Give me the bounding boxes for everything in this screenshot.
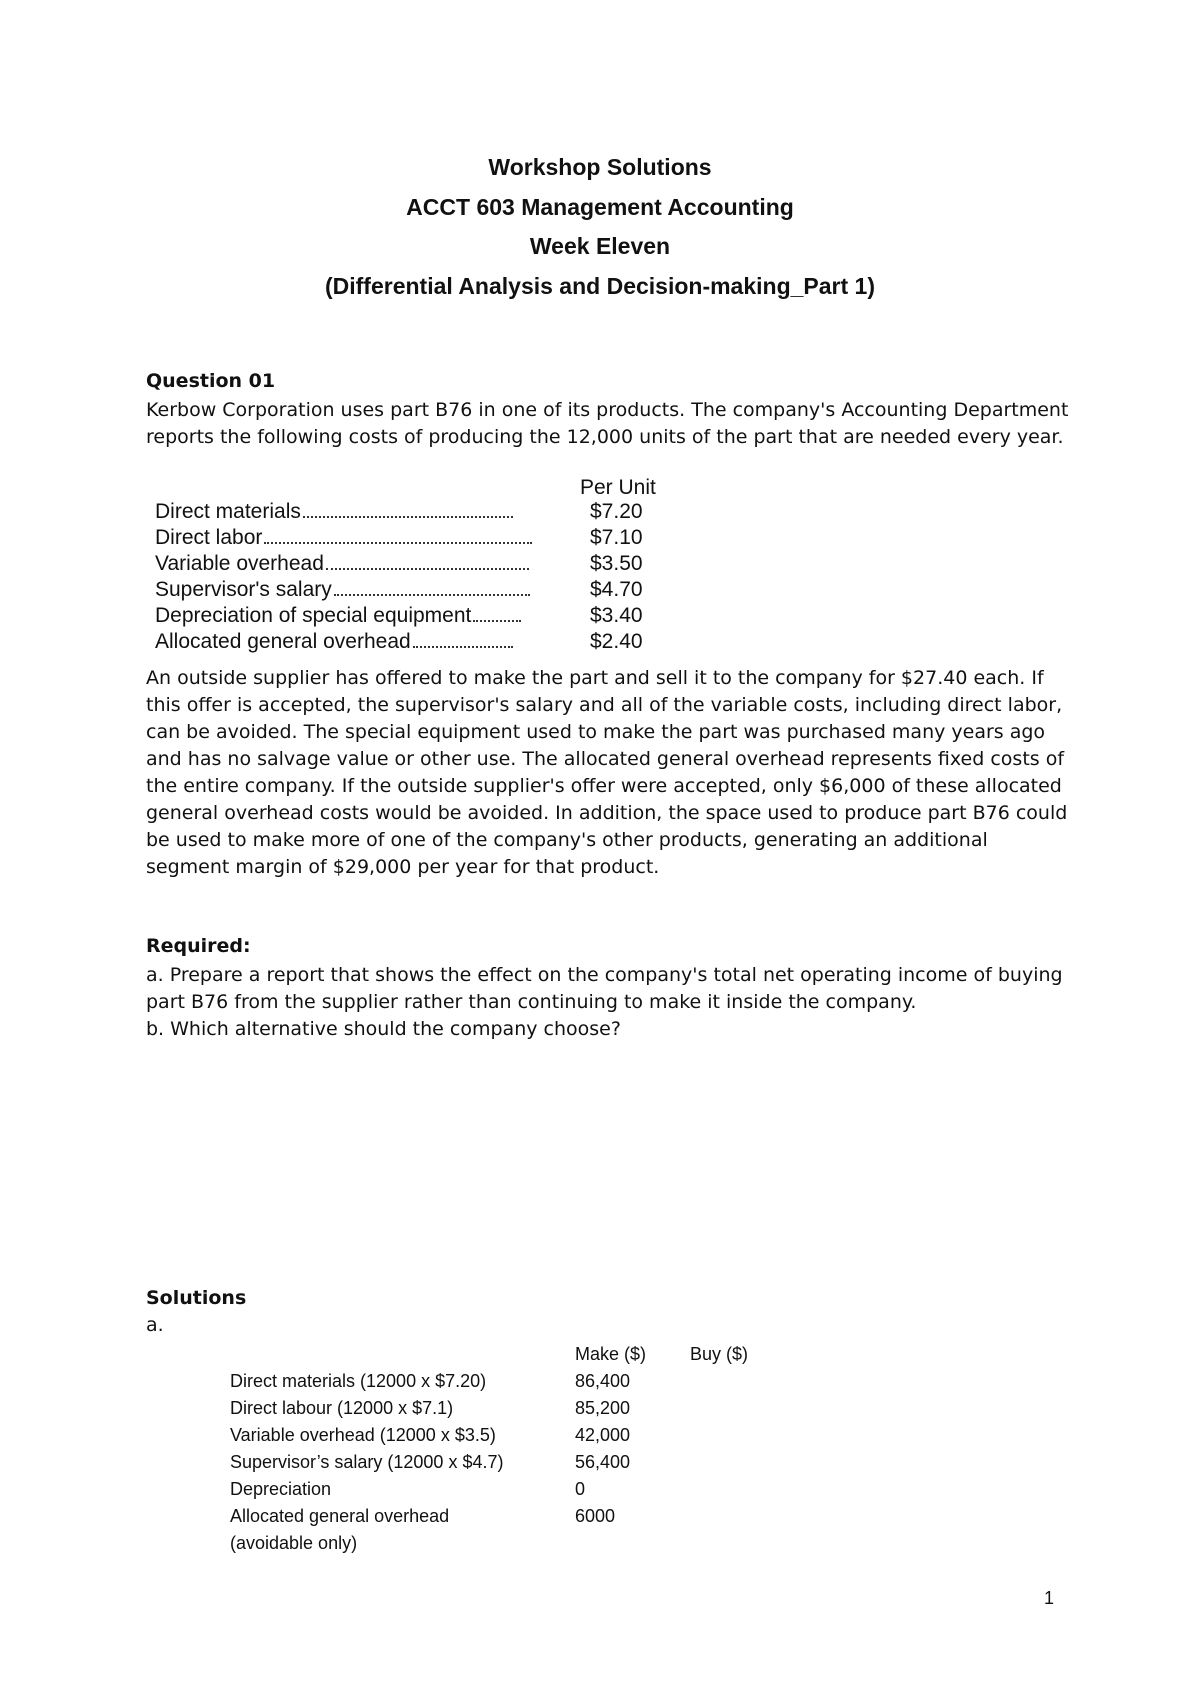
leader-dots: [303, 502, 513, 518]
row-label: Allocated general overhead: [230, 1506, 450, 1526]
question-offer-text: An outside supplier has offered to make the part and sell it to the company for $27.40 each. If this offer is accepted, the supervisor's salary and all of the variable costs, including direct labor, can be avoided. The special equipment used to make the part was purchased many years ago and has no salvage value or other use. The allocated general overhead represents fixed costs of the entire company. If the outside supplier's offer were accepted, only $6,000 of these allocated general overhead costs would be avoided. In addition, the space used to produce part B76 could be used to make more of one of the company's other products, generating an additional segment margin of $29,000 per year for that product.: [146, 667, 1068, 878]
row-label: Direct materials (12000 x $7.20): [230, 1371, 487, 1391]
table-row: [230, 1398, 830, 1425]
row-label: Direct labour (12000 x $7.1): [230, 1398, 454, 1418]
header-topic: (Differential Analysis and Decision-making_Part 1): [324, 272, 876, 299]
leader-dots: [473, 606, 521, 622]
leader-dots: [264, 528, 532, 544]
leader-dots: [413, 632, 513, 648]
solutions-header-row: [230, 1344, 830, 1371]
cost-value: $3.50: [590, 552, 643, 575]
cost-row: [155, 578, 675, 604]
question-intro: Kerbow Corporation uses part B76 in one of its products. The company's Accounting Department reports the following costs of producing the 12,000 units of the part that are needed every year.: [146, 399, 1069, 448]
required-heading: Required:: [146, 935, 251, 957]
header-title: Workshop Solutions: [488, 154, 712, 180]
table-row: [230, 1506, 830, 1533]
cost-table-header: Per Unit: [580, 476, 656, 499]
leader-dots: [326, 554, 529, 570]
row-label: (avoidable only): [230, 1533, 358, 1553]
required-item-b: b. Which alternative should the company choose?: [146, 1018, 621, 1040]
cost-row: [155, 526, 675, 552]
solutions-heading: Solutions: [146, 1287, 247, 1309]
cost-value: $3.40: [590, 604, 643, 627]
table-row: [230, 1425, 830, 1452]
cost-label: Direct materials: [155, 500, 301, 523]
row-make-value: 86,400: [575, 1371, 631, 1391]
cost-row: [155, 630, 675, 656]
cost-label: Direct labor: [155, 526, 263, 549]
row-make-value: 0: [575, 1479, 586, 1499]
cost-label: Depreciation of special equipment: [155, 604, 472, 627]
cost-label: Allocated general overhead: [155, 630, 411, 653]
cost-value: $4.70: [590, 578, 643, 601]
table-row: [230, 1479, 830, 1506]
table-row: [230, 1452, 830, 1479]
header-course: ACCT 603 Management Accounting: [406, 193, 794, 220]
row-label: Supervisor’s salary (12000 x $4.7): [230, 1452, 504, 1472]
leader-dots: [334, 580, 530, 596]
row-make-value: 85,200: [575, 1398, 631, 1418]
required-item-a: a. Prepare a report that shows the effect on the company's total net operating income of buying part B76 from the supplier rather than continuing to make it inside the company.: [146, 964, 1063, 1013]
row-label: Depreciation: [230, 1479, 332, 1499]
cost-row: [155, 552, 675, 578]
page-number: 1: [1044, 1588, 1055, 1608]
cost-label: Supervisor's salary: [155, 578, 332, 601]
required-items: [146, 962, 1076, 1043]
column-header-buy: Buy ($): [690, 1344, 749, 1364]
cost-row: [155, 604, 675, 630]
document-header: [0, 148, 1200, 306]
column-header-make: Make ($): [575, 1344, 647, 1364]
row-make-value: 42,000: [575, 1425, 631, 1445]
question-heading: Question 01: [146, 370, 276, 392]
table-row: [230, 1533, 830, 1560]
cost-label: Variable overhead: [155, 552, 324, 575]
table-row: [230, 1371, 830, 1398]
solutions-part-label: a.: [146, 1314, 164, 1336]
header-week: Week Eleven: [529, 233, 671, 259]
row-make-value: 6000: [575, 1506, 616, 1526]
cost-value: $2.40: [590, 630, 643, 653]
cost-row: [155, 500, 675, 526]
row-make-value: 56,400: [575, 1452, 631, 1472]
cost-value: $7.20: [590, 500, 643, 523]
cost-value: $7.10: [590, 526, 643, 549]
row-label: Variable overhead (12000 x $3.5): [230, 1425, 496, 1445]
